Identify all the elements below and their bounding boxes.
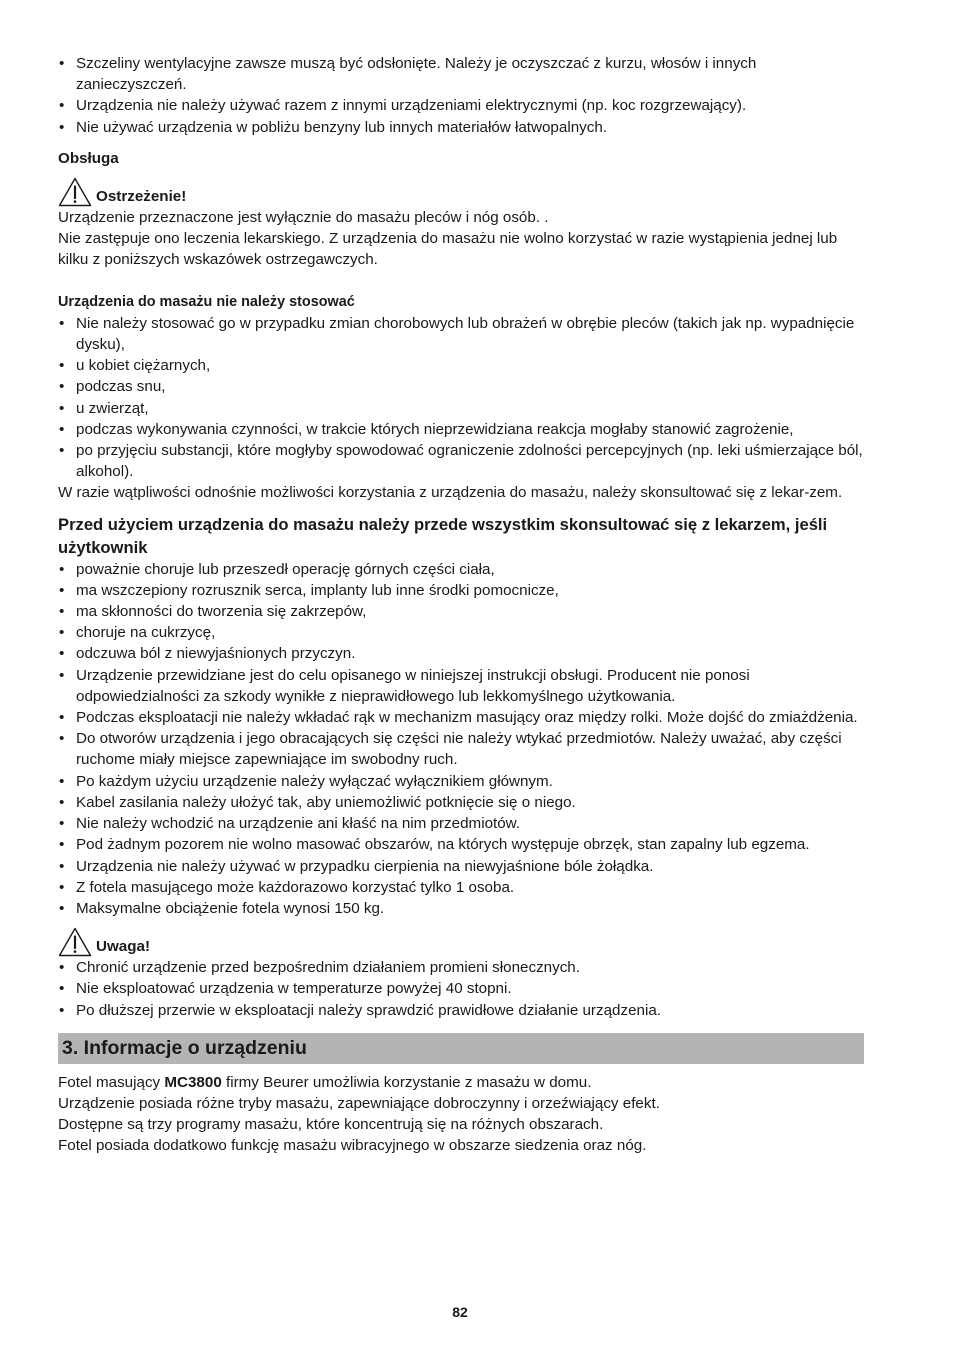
list-item: • Szczeliny wentylacyjne zawsze muszą być odsłonięte. Należy je oczyszczać z kurzu, włosów i innych zanieczyszczeń. bbox=[58, 53, 864, 95]
list-item: • poważnie choruje lub przeszedł operację górnych części ciała, bbox=[58, 559, 864, 580]
list-item: • Do otworów urządzenia i jego obracających się części nie należy wtykać przedmiotów. Należy uważać, aby części ruchome miały miejsce zapewniające im swobodny ruch. bbox=[58, 728, 864, 770]
list-item: • choruje na cukrzycę, bbox=[58, 622, 864, 643]
warning-text: Nie zastępuje ono leczenia lekarskiego. Z urządzenia do masażu nie wolno korzystać w razie wystąpienia jednej lub kilku z poniższych wskazówek ostrzegawczych. bbox=[58, 230, 838, 269]
caution-title: Uwaga! bbox=[96, 937, 151, 955]
list-item: • Urządzenia nie należy używać razem z innymi urządzeniami elektrycznymi (np. koc rozgrzewający). bbox=[58, 95, 864, 116]
list-item: • podczas snu, bbox=[58, 376, 864, 397]
device-info bbox=[58, 1072, 864, 1157]
list-item: • Chronić urządzenie przed bezpośrednim działaniem promieni słonecznych. bbox=[58, 957, 864, 978]
warning-triangle-icon bbox=[58, 177, 92, 207]
list-item: • Nie używać urządzenia w pobliżu benzyny lub innych materiałów łatwopalnych. bbox=[58, 117, 864, 138]
list-item: • Nie należy wchodzić na urządzenie ani kłaść na nim przedmiotów. bbox=[58, 813, 864, 834]
list-item: • po przyjęciu substancji, które mogłyby spowodować ograniczenie zdolności percepcyjnych (np. leki uśmierzające ból, alkohol). bbox=[58, 440, 864, 482]
consult-list bbox=[58, 559, 864, 919]
list-item: • u kobiet ciężarnych, bbox=[58, 355, 864, 376]
list-item: • Pod żadnym pozorem nie wolno masować obszarów, na których występuje obrzęk, stan zapalny lub egzema. bbox=[58, 834, 864, 855]
list-item: • Urządzenia nie należy używać w przypadku cierpienia na niewyjaśnione bóle żołądka. bbox=[58, 856, 864, 877]
list-item: • Nie eksploatować urządzenia w temperaturze powyżej 40 stopni. bbox=[58, 978, 864, 999]
list-item: • Maksymalne obciążenie fotela wynosi 150 kg. bbox=[58, 898, 864, 919]
warning-heading bbox=[58, 177, 864, 207]
list-item: • Nie należy stosować go w przypadku zmian chorobowych lub obrażeń w obrębie pleców (takich jak np. wypadnięcie dysku), bbox=[58, 313, 864, 355]
intro-line bbox=[58, 1072, 864, 1093]
obsluga-heading: Obsługa bbox=[58, 149, 119, 167]
consult-heading: Przed użyciem urządzenia do masażu należy przede wszystkim skonsultować się z lekarzem, jeśli użytkownik bbox=[58, 514, 828, 557]
list-item: • Kabel zasilania należy ułożyć tak, aby uniemożliwić potknięcie się o niego. bbox=[58, 792, 864, 813]
page-number: 82 bbox=[452, 1304, 468, 1320]
safety-bullet-list bbox=[58, 53, 864, 138]
warning-triangle-icon bbox=[58, 927, 92, 957]
list-item: • odczuwa ból z niewyjaśnionych przyczyn. bbox=[58, 643, 864, 664]
list-item: • ma wszczepiony rozrusznik serca, implanty lub inne środki pomocnicze, bbox=[58, 580, 864, 601]
warning-text: Urządzenie przeznaczone jest wyłącznie do masażu pleców i nóg osób. . bbox=[58, 209, 549, 227]
document-page bbox=[58, 53, 864, 1157]
caution-list bbox=[58, 957, 864, 1021]
info-line: Urządzenie posiada różne tryby masażu, zapewniające dobroczynny i orzeźwiający efekt. bbox=[58, 1094, 660, 1112]
info-line: Fotel posiada dodatkowo funkcję masażu wibracyjnego w obszarze siedzenia oraz nóg. bbox=[58, 1137, 647, 1155]
caution-heading bbox=[58, 927, 864, 957]
doubt-note: W razie wątpliwości odnośnie możliwości korzystania z urządzenia do masażu, należy skonsultować się z lekar-zem. bbox=[58, 484, 843, 502]
list-item: • Urządzenie przewidziane jest do celu opisanego w niniejszej instrukcji obsługi. Producent nie ponosi odpowiedzialności za szkody wynikłe z nieprawidłowego lub lekkomyślnego użytkowania. bbox=[58, 665, 864, 707]
list-item: • u zwierząt, bbox=[58, 398, 864, 419]
model-name: MC3800 bbox=[164, 1073, 222, 1091]
intro-prefix: Fotel masujący bbox=[58, 1073, 165, 1091]
contraindications-list bbox=[58, 313, 864, 483]
list-item: • Podczas eksploatacji nie należy wkładać rąk w mechanizm masujący oraz między rolki. Może dojść do zmiażdżenia. bbox=[58, 707, 864, 728]
list-item: • ma skłonności do tworzenia się zakrzepów, bbox=[58, 601, 864, 622]
section-heading: 3. Informacje o urządzeniu bbox=[58, 1033, 864, 1064]
warning-title: Ostrzeżenie! bbox=[96, 187, 187, 205]
list-item: • Po każdym użyciu urządzenie należy wyłączać wyłącznikiem głównym. bbox=[58, 771, 864, 792]
list-item: • Z fotela masującego może każdorazowo korzystać tylko 1 osoba. bbox=[58, 877, 864, 898]
intro-suffix: firmy Beurer umożliwia korzystanie z masażu w domu. bbox=[221, 1073, 592, 1091]
contraindications-heading: Urządzenia do masażu nie należy stosować bbox=[58, 293, 355, 310]
list-item: • podczas wykonywania czynności, w trakcie których nieprzewidziana reakcja mogłaby stanowić zagrożenie, bbox=[58, 419, 864, 440]
info-line: Dostępne są trzy programy masażu, które koncentrują się na różnych obszarach. bbox=[58, 1116, 604, 1134]
list-item: • Po dłuższej przerwie w eksploatacji należy sprawdzić prawidłowe działanie urządzenia. bbox=[58, 1000, 864, 1021]
